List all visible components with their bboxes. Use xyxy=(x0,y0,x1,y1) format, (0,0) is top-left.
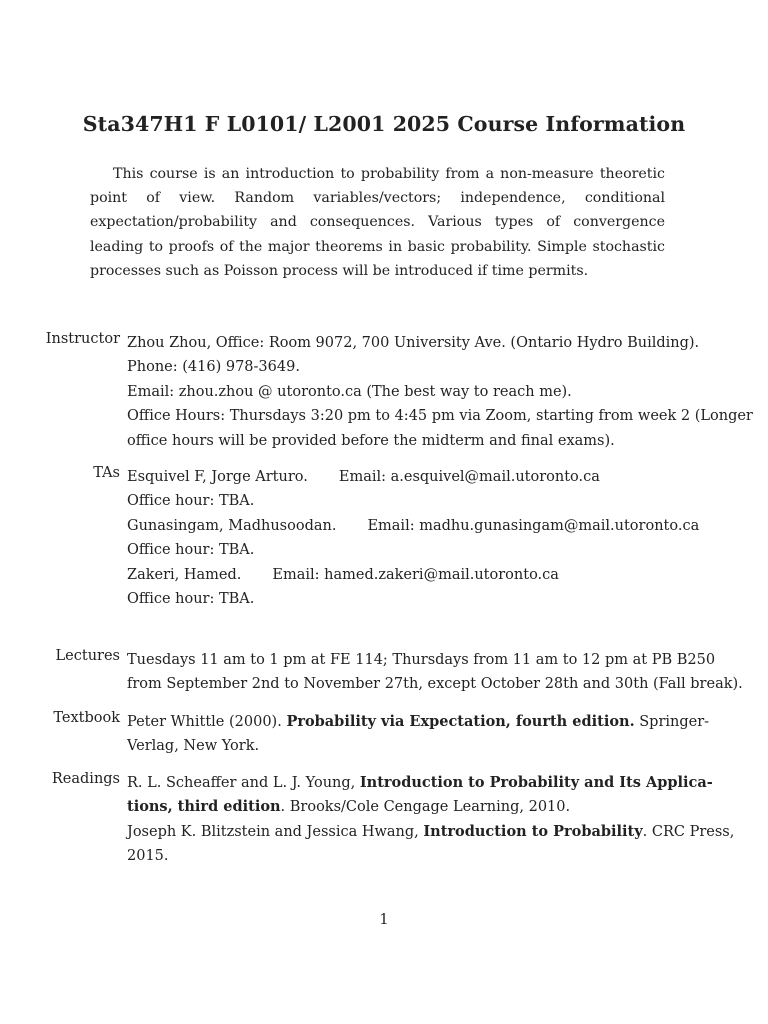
lectures-details xyxy=(127,648,743,697)
ta-name: Esquivel F, Jorge Arturo. xyxy=(127,469,308,485)
reading-2-publisher: . CRC Press, xyxy=(642,823,735,840)
ta-name: Gunasingam, Madhusoodan. xyxy=(127,517,337,534)
tas-label: TAs xyxy=(93,465,120,481)
ta-entry xyxy=(127,514,700,538)
readings-label: Readings xyxy=(51,771,120,787)
ta-email: Email: hamed.zakeri@mail.utoronto.ca xyxy=(272,566,559,583)
readings-details xyxy=(127,771,735,869)
reading-2-year: 2015. xyxy=(127,848,169,865)
course-description: This course is an introduction to probability from a non-measure theoretic point of view. Random variables/vectors; independence, conditional expectation/probability and consequences. Various types of convergence leading to proofs of the major theorems in basic probability. Simple stochastic processes such as Poisson process will be introduced if time permits. xyxy=(90,166,665,279)
textbook-label: Textbook xyxy=(53,710,120,726)
ta-entry xyxy=(127,563,665,587)
reading-1-publisher: . Brooks/Cole Cengage Learning, 2010. xyxy=(280,799,571,816)
page-number: 1 xyxy=(379,912,389,928)
ta-office-hour: Office hour: TBA. xyxy=(127,542,255,559)
ta-email: Email: a.esquivel@mail.utoronto.ca xyxy=(338,469,600,485)
textbook-details xyxy=(127,710,710,759)
tas-details xyxy=(127,465,700,611)
reading-1-title: Introduction to Probability and Its Applica- xyxy=(359,774,713,791)
textbook-author: Peter Whittle (2000). xyxy=(127,714,282,730)
lectures-label: Lectures xyxy=(55,648,120,664)
ta-office-hour: Office hour: TBA. xyxy=(127,591,255,608)
textbook-publisher-line: Verlag, New York. xyxy=(127,738,260,755)
reading-1-author: R. L. Scheaffer and L. J. Young, xyxy=(127,775,356,791)
instructor-hours-line-2: office hours will be provided before the midterm and final exams). xyxy=(127,432,615,449)
lectures-line: Tuesdays 11 am to 1 pm at FE 114; Thursdays from 11 am to 12 pm at PB B250 xyxy=(127,652,716,668)
instructor-office-line: Zhou Zhou, Office: Room 9072, 700 University Ave. (Ontario Hydro Building). xyxy=(127,335,700,351)
instructor-details xyxy=(127,331,753,453)
instructor-email-line: Email: zhou.zhou @ utoronto.ca (The best way to reach me). xyxy=(127,383,572,400)
reading-2-author: Joseph K. Blitzstein and Jessica Hwang, xyxy=(127,823,419,840)
instructor-label: Instructor xyxy=(45,331,120,347)
instructor-hours-line: Office Hours: Thursdays 3:20 pm to 4:45 pm via Zoom, starting from week 2 (Longer xyxy=(127,408,753,425)
reading-1-line xyxy=(127,771,713,795)
reading-2-title: Introduction to Probability xyxy=(423,822,643,840)
reading-2-line xyxy=(127,820,735,844)
ta-office-hour: Office hour: TBA. xyxy=(127,493,255,510)
reading-1-line-2 xyxy=(127,795,665,819)
ta-name: Zakeri, Hamed. xyxy=(127,566,242,583)
reading-1-title-cont: tions, third edition xyxy=(127,798,281,816)
instructor-phone-line: Phone: (416) 978-3649. xyxy=(127,359,300,376)
textbook-title: Probability via Expectation, fourth edition. xyxy=(286,713,635,730)
lectures-line: from September 2nd to November 27th, except October 28th and 30th (Fall break). xyxy=(127,676,743,693)
ta-email: Email: madhu.gunasingam@mail.utoronto.ca xyxy=(367,517,700,534)
textbook-publisher: Springer- xyxy=(639,714,710,730)
page-title: Sta347H1 F L0101/ L2001 2025 Course Information xyxy=(82,112,686,136)
textbook-line xyxy=(127,710,710,734)
ta-entry xyxy=(127,465,665,489)
